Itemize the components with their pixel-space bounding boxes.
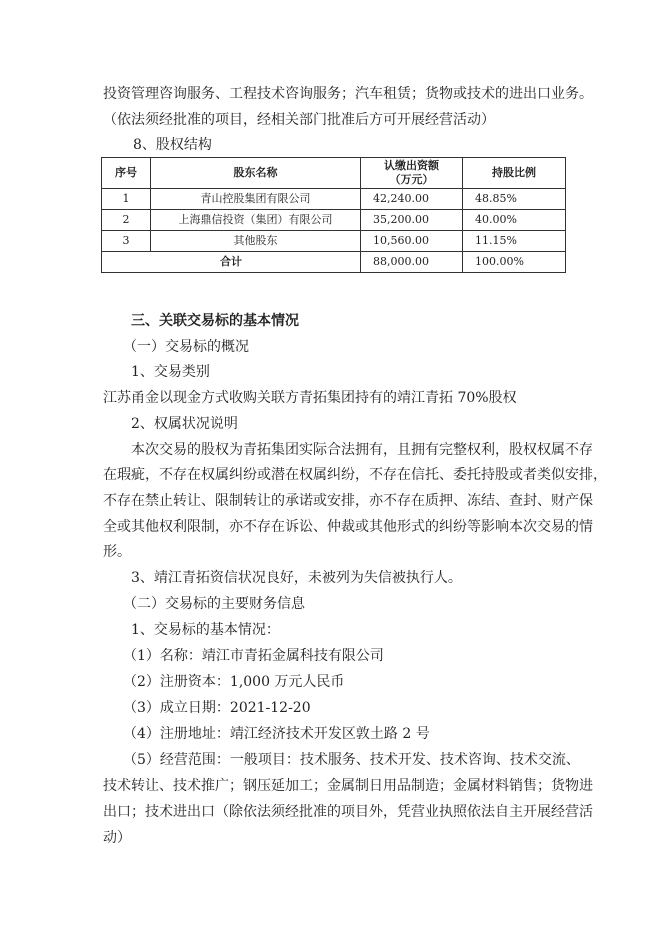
header-capital: [361, 158, 463, 189]
table-row: [102, 189, 566, 210]
company-name-item: （1）名称：靖江市青拓金属科技有限公司: [123, 648, 384, 664]
business-scope-line3: 出口；技术进出口（除依法须经批准的项目外，凭营业执照依法自主开展经营活: [103, 804, 593, 820]
business-scope-continued: 投资管理咨询服务、工程技术咨询服务；汽车租赁；货物或技术的进出口业务。: [103, 86, 593, 102]
ownership-paragraph-line5: 形。: [103, 544, 131, 560]
row-shareholder: 青山控股集团有限公司: [151, 189, 361, 210]
row-shareholder: 上海鼎信投资（集团）有限公司: [151, 210, 361, 231]
equity-structure-table: [101, 157, 566, 273]
business-scope-line2: 技术转让、技术推广；钢压延加工；金属制日用品制造；金属材料销售；货物进: [103, 778, 593, 794]
row-capital: 35,200.00: [361, 210, 463, 231]
transaction-type-text: 江苏甬金以现金方式收购关联方青拓集团持有的靖江青拓 70%股权: [103, 390, 517, 406]
row-ratio: 40.00%: [463, 210, 566, 231]
ownership-heading: 2、权属状况说明: [131, 416, 238, 432]
header-shareholder: 股东名称: [151, 158, 361, 189]
row-no: 2: [102, 210, 151, 231]
registered-capital-item: （2）注册资本：1,000 万元人民币: [123, 674, 345, 690]
header-no: 序号: [102, 158, 151, 189]
subsection-overview-heading: （一）交易标的概况: [123, 339, 249, 355]
row-capital: 42,240.00: [361, 189, 463, 210]
ownership-paragraph-line4: 全或其他权利限制，亦不存在诉讼、仲裁或其他形式的纠纷等影响本次交易的情: [103, 519, 593, 535]
ownership-paragraph-line3: 不存在禁止转让、限制转让的承诺或安排，亦不存在质押、冻结、查封、财产保: [103, 493, 593, 509]
total-capital: 88,000.00: [361, 252, 463, 273]
row-shareholder: 其他股东: [151, 231, 361, 252]
established-date-item: （3）成立日期：2021-12-20: [123, 700, 311, 716]
transaction-type-heading: 1、交易类别: [131, 364, 210, 380]
row-no: 1: [102, 189, 151, 210]
ownership-paragraph-line2: 在瑕疵，不存在权属纠纷或潜在权属纠纷，不存在信托、委托持股或者类似安排，: [103, 467, 607, 483]
business-scope-line1: （5）经营范围：一般项目：技术服务、技术开发、技术咨询、技术交流、: [123, 752, 580, 768]
registered-address-item: （4）注册地址：靖江经济技术开发区敦土路 2 号: [123, 726, 430, 742]
table-row: [102, 210, 566, 231]
header-capital-line1: 认缴出资额: [384, 159, 439, 172]
table-total-row: [102, 252, 566, 273]
table-row: [102, 231, 566, 252]
business-scope-line4: 动）: [103, 830, 131, 846]
header-capital-line2: （万元）: [389, 173, 434, 186]
equity-structure-heading: 8、股权结构: [133, 137, 212, 153]
row-capital: 10,560.00: [361, 231, 463, 252]
credit-status-text: 3、靖江青拓资信状况良好，未被列为失信被执行人。: [131, 570, 462, 586]
total-ratio: 100.00%: [463, 252, 566, 273]
row-no: 3: [102, 231, 151, 252]
approval-note: （依法须经批准的项目，经相关部门批准后方可开展经营活动）: [103, 112, 495, 128]
table-header-row: [102, 158, 566, 189]
ownership-paragraph-line1: 本次交易的股权为青拓集团实际合法拥有，且拥有完整权利，股权权属不存: [131, 442, 593, 458]
total-label: 合计: [102, 252, 361, 273]
row-ratio: 11.15%: [463, 231, 566, 252]
subsection-financial-heading: （二）交易标的主要财务信息: [123, 596, 305, 612]
section-three-heading: 三、关联交易标的基本情况: [131, 313, 299, 329]
basic-info-heading: 1、交易标的基本情况：: [131, 622, 280, 638]
header-ratio: 持股比例: [463, 158, 566, 189]
row-ratio: 48.85%: [463, 189, 566, 210]
